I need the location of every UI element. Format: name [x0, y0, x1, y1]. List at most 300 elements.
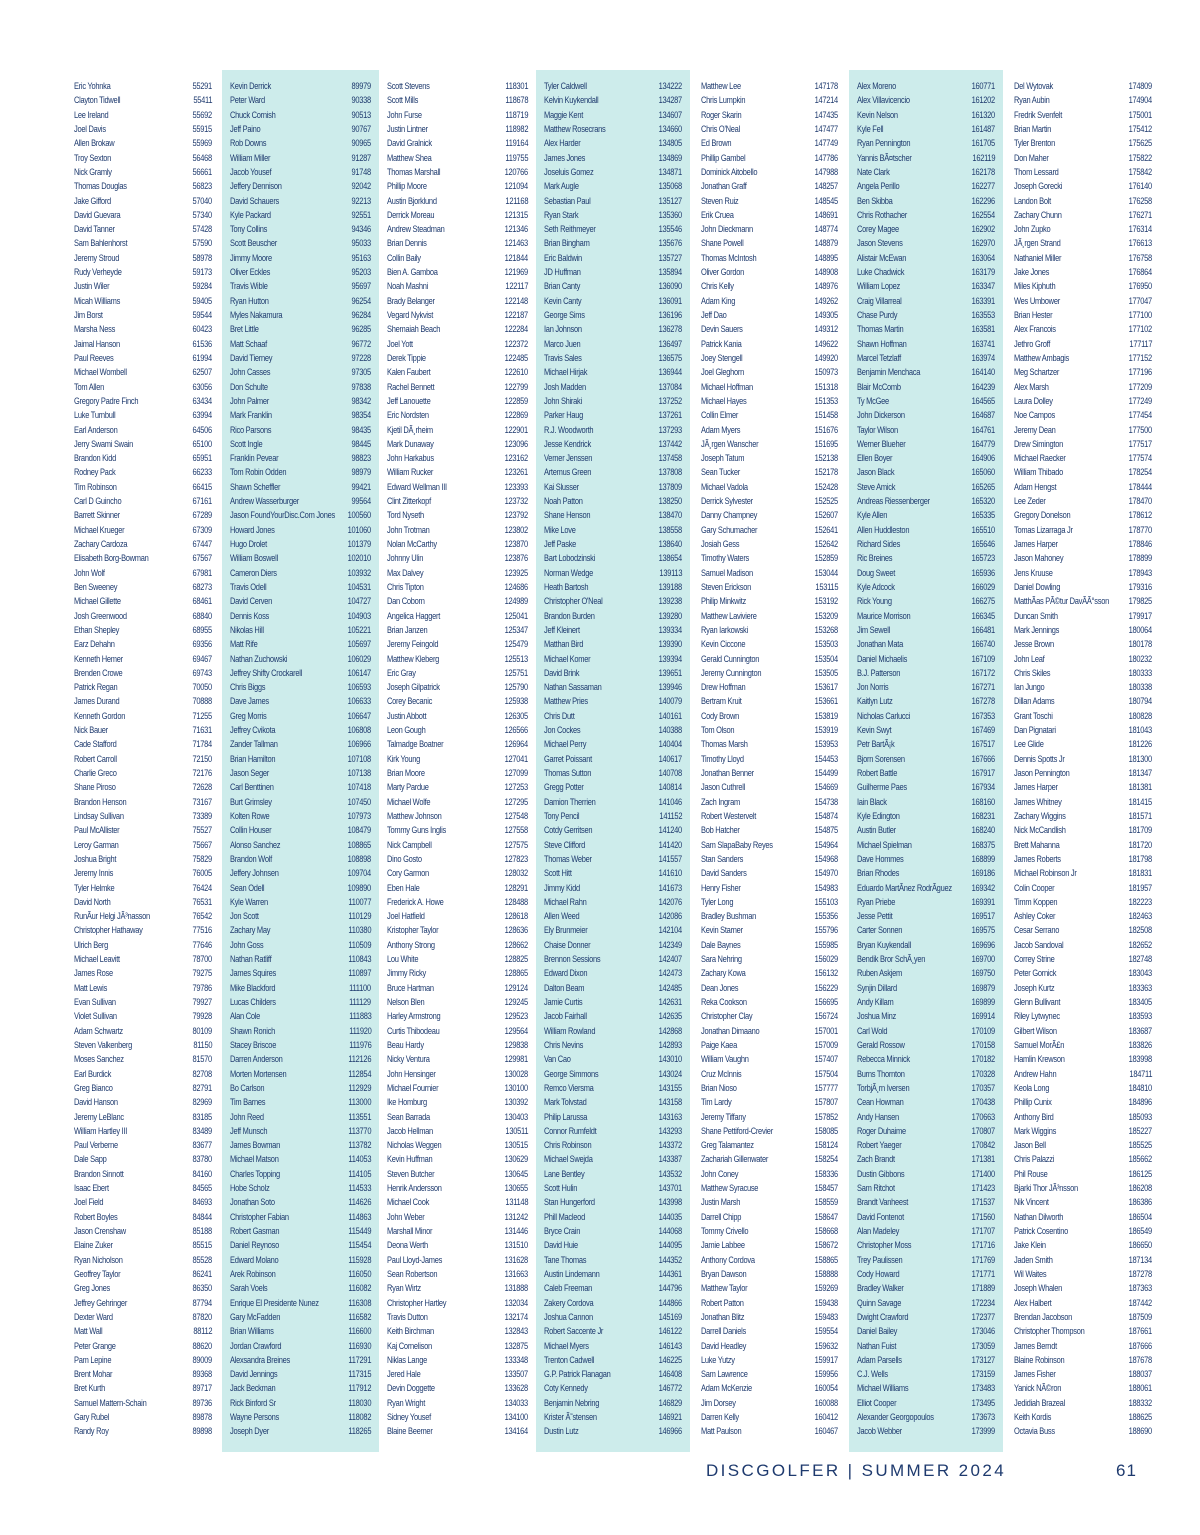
member-number: 134164 [504, 1426, 528, 1438]
member-name: Myles Nakamura [230, 310, 283, 321]
member-row [230, 180, 371, 194]
member-number: 153919 [814, 725, 838, 737]
member-name: Kyle Allen [857, 510, 888, 522]
member-number: 169750 [971, 968, 995, 980]
member-number: 129523 [504, 1011, 528, 1023]
member-name: Joseph Kurtz [1014, 982, 1055, 994]
member-name: Jason Seger [230, 768, 270, 779]
member-row [230, 882, 371, 896]
member-number: 137293 [658, 424, 682, 436]
member-number: 159483 [814, 1311, 838, 1323]
member-number: 69743 [192, 667, 212, 679]
member-row [74, 180, 212, 194]
member-row [544, 280, 682, 294]
member-number: 159438 [814, 1297, 838, 1309]
member-row [544, 710, 682, 724]
member-row [74, 381, 212, 395]
member-number: 118982 [505, 123, 528, 135]
member-name: Adam Myers [701, 424, 741, 436]
member-number: 96284 [351, 310, 371, 321]
member-number: 154669 [814, 782, 838, 794]
member-number: 175412 [1128, 123, 1152, 135]
member-name: Tommy Guns Inglis [387, 825, 446, 837]
member-name: Octavia Buss [1014, 1426, 1055, 1438]
member-row [701, 1411, 838, 1425]
member-row [74, 1068, 212, 1082]
member-number: 123876 [504, 553, 528, 565]
member-name: Steven Butcher [387, 1168, 435, 1180]
member-number: 66233 [192, 467, 212, 479]
member-number: 86241 [192, 1268, 212, 1280]
member-row [74, 1125, 212, 1139]
member-row [387, 80, 528, 94]
member-row [1014, 552, 1152, 566]
member-name: Timothy Waters [701, 553, 750, 565]
member-row [1014, 610, 1152, 624]
member-number: 113000 [348, 1097, 371, 1109]
member-name: Jonathan Graff [701, 181, 747, 193]
member-row [387, 237, 528, 251]
member-row [230, 638, 371, 652]
member-row [701, 295, 838, 309]
member-number: 153953 [814, 739, 838, 751]
member-row [1014, 495, 1152, 509]
member-number: 106633 [347, 696, 371, 708]
member-name: Cotdy Gerritsen [544, 825, 593, 837]
member-number: 129245 [504, 997, 528, 1008]
member-number: 153044 [814, 567, 838, 579]
member-name: Brian Janzen [387, 624, 428, 636]
member-number: 72628 [192, 782, 212, 794]
member-number: 162178 [971, 166, 995, 178]
member-name: Jaden Smith [1014, 1254, 1053, 1266]
member-number: 117315 [348, 1369, 371, 1381]
member-name: Matthew Syracuse [701, 1183, 759, 1195]
member-row [701, 695, 838, 709]
member-number: 92213 [351, 195, 371, 207]
member-row [857, 1111, 995, 1125]
member-row [387, 1182, 528, 1196]
member-row [74, 80, 212, 94]
member-number: 85515 [192, 1240, 212, 1252]
member-row [1014, 924, 1152, 938]
member-row [230, 839, 371, 853]
member-row [701, 1039, 838, 1053]
member-name: Craig Villarreal [857, 295, 902, 307]
member-number: 139113 [659, 567, 682, 579]
member-row [230, 824, 371, 838]
member-name: Clayton Tidwell [74, 95, 121, 107]
member-name: James Bowman [230, 1140, 280, 1152]
member-name: David Tanner [74, 224, 115, 236]
member-row [230, 1225, 371, 1239]
member-number: 158336 [814, 1168, 838, 1180]
member-row [1014, 710, 1152, 724]
member-number: 164761 [971, 424, 995, 436]
member-name: Anthony Strong [387, 939, 435, 951]
member-number: 142407 [658, 954, 682, 966]
member-row [544, 509, 682, 523]
member-row [701, 366, 838, 380]
member-row [544, 595, 682, 609]
member-number: 106808 [347, 725, 371, 737]
member-row [74, 939, 212, 953]
member-number: 158124 [814, 1140, 838, 1152]
member-row [701, 653, 838, 667]
member-name: Matthew Taylor [701, 1283, 748, 1295]
member-row [387, 610, 528, 624]
member-name: William Vaughn [701, 1054, 749, 1066]
member-name: Bret Little [230, 324, 259, 336]
member-name: William Thibado [1014, 467, 1064, 479]
member-number: 163974 [971, 352, 995, 364]
member-name: Matthew Ambagis [1014, 352, 1069, 364]
member-row [1014, 252, 1152, 266]
member-number: 110897 [348, 968, 371, 980]
member-number: 136575 [658, 352, 682, 364]
member-row [74, 1168, 212, 1182]
member-name: R.J. Woodworth [544, 424, 594, 436]
member-name: Stan Hungerford [544, 1197, 595, 1209]
member-number: 142635 [658, 1011, 682, 1023]
member-row [701, 137, 838, 151]
member-name: Daniel Reynoso [230, 1240, 280, 1252]
member-row [387, 338, 528, 352]
member-number: 57590 [192, 238, 212, 250]
member-number: 67309 [192, 524, 212, 536]
member-row [387, 252, 528, 266]
member-name: Michael Raecker [1014, 453, 1066, 465]
member-number: 101379 [347, 539, 371, 550]
member-number: 170807 [971, 1125, 995, 1137]
member-row [1014, 366, 1152, 380]
member-column-1 [66, 70, 220, 1452]
member-row [701, 924, 838, 938]
member-number: 159269 [814, 1283, 838, 1295]
member-name: Nelson Blen [387, 997, 425, 1008]
member-name: Mark Franklin [230, 410, 272, 422]
member-number: 180064 [1128, 624, 1152, 636]
member-number: 162970 [971, 238, 995, 250]
member-number: 158254 [814, 1154, 838, 1166]
member-number: 130028 [504, 1068, 528, 1080]
member-name: Luke Turnbull [74, 410, 116, 422]
member-name: Bertram Kruit [701, 696, 742, 708]
member-name: Jim Sewell [857, 624, 891, 636]
member-row [701, 252, 838, 266]
member-number: 180338 [1128, 682, 1152, 694]
member-number: 179316 [1128, 581, 1152, 593]
member-number: 122859 [504, 395, 528, 407]
member-name: Angelica Haggert [387, 610, 441, 622]
member-name: B.J. Patterson [857, 667, 901, 679]
member-name: Rob Downs [230, 138, 267, 150]
member-name: Jeff Dao [701, 310, 727, 321]
member-row [857, 567, 995, 581]
member-row [544, 409, 682, 423]
member-number: 149305 [814, 310, 838, 321]
member-row [230, 438, 371, 452]
member-number: 142086 [658, 911, 682, 923]
member-number: 97305 [351, 367, 371, 379]
member-name: Jens Kruuse [1014, 567, 1053, 579]
member-row [544, 1368, 682, 1382]
member-name: Lee Ireland [74, 109, 109, 121]
member-number: 134660 [658, 123, 682, 135]
member-number: 139390 [658, 639, 682, 651]
member-row [74, 1397, 212, 1411]
member-number: 152525 [814, 496, 838, 508]
member-row [544, 1010, 682, 1024]
member-number: 62507 [192, 367, 212, 379]
member-number: 151676 [814, 424, 838, 436]
member-row [1014, 237, 1152, 251]
member-name: C.J. Wells [857, 1369, 888, 1381]
member-number: 154970 [814, 868, 838, 880]
member-name: Lee Glide [1014, 739, 1044, 751]
member-number: 182223 [1128, 896, 1152, 908]
member-name: Zachary Wiggins [1014, 810, 1066, 822]
member-name: Zachary Chunn [1014, 209, 1062, 221]
member-number: 132034 [504, 1297, 528, 1309]
member-name: Scott Beuscher [230, 238, 277, 250]
member-name: David Headley [701, 1340, 747, 1352]
member-row [74, 524, 212, 538]
member-row [387, 381, 528, 395]
member-number: 90965 [351, 138, 371, 150]
member-row [857, 1168, 995, 1182]
member-number: 90338 [351, 95, 371, 107]
member-row [701, 638, 838, 652]
member-row [387, 1111, 528, 1125]
member-name: Edward Wellman III [387, 481, 447, 493]
member-name: Kevin Huffman [387, 1154, 433, 1166]
member-row [1014, 796, 1152, 810]
member-row [74, 1425, 212, 1439]
member-number: 128636 [504, 925, 528, 937]
member-row [230, 667, 371, 681]
member-name: Brandt Vanheest [857, 1197, 909, 1209]
member-name: Kenneth Gordon [74, 710, 126, 722]
member-row [74, 982, 212, 996]
member-name: Artemus Green [544, 467, 592, 479]
member-row [857, 710, 995, 724]
member-row [387, 595, 528, 609]
member-row [74, 1153, 212, 1167]
member-number: 186208 [1128, 1183, 1152, 1195]
member-number: 143532 [658, 1168, 682, 1180]
member-number: 171400 [971, 1168, 995, 1180]
member-row [230, 953, 371, 967]
member-row [544, 1168, 682, 1182]
member-name: Michael Hirjak [544, 367, 588, 379]
member-row [857, 1425, 995, 1439]
member-number: 186125 [1128, 1168, 1152, 1180]
member-row [74, 595, 212, 609]
member-row [230, 724, 371, 738]
member-number: 115454 [348, 1240, 371, 1252]
member-number: 149312 [814, 324, 838, 336]
member-number: 147988 [814, 166, 838, 178]
member-row [230, 1025, 371, 1039]
member-number: 140404 [658, 739, 682, 751]
member-number: 176758 [1128, 252, 1152, 264]
member-number: 169186 [971, 868, 995, 880]
member-row [74, 109, 212, 123]
member-number: 98342 [351, 395, 371, 407]
member-name: Michael Leavitt [74, 954, 120, 966]
member-number: 58978 [192, 252, 212, 264]
member-number: 59284 [192, 281, 212, 293]
member-row [387, 266, 528, 280]
member-row [544, 853, 682, 867]
member-number: 108479 [347, 825, 371, 837]
member-number: 141420 [658, 839, 682, 851]
member-name: Thomas McIntosh [701, 252, 757, 264]
member-row [230, 1340, 371, 1354]
member-number: 143024 [658, 1068, 682, 1080]
member-number: 176258 [1128, 195, 1152, 207]
member-row [230, 1211, 371, 1225]
member-number: 85528 [192, 1254, 212, 1266]
member-row [544, 94, 682, 108]
member-name: Jeremy Stroud [74, 252, 120, 264]
member-number: 165060 [971, 467, 995, 479]
member-name: Gregory Donelson [1014, 510, 1071, 522]
member-name: Justin Marsh [701, 1197, 741, 1209]
member-row [701, 280, 838, 294]
member-number: 118678 [505, 95, 528, 107]
member-number: 166345 [971, 610, 995, 622]
member-row [701, 996, 838, 1010]
member-row [387, 1425, 528, 1439]
member-number: 69467 [192, 653, 212, 665]
member-number: 89009 [192, 1354, 212, 1366]
member-name: David Hanson [74, 1097, 118, 1109]
member-row [544, 781, 682, 795]
member-row [857, 638, 995, 652]
member-number: 83780 [192, 1154, 212, 1166]
member-row [230, 867, 371, 881]
member-name: Jaimal Hanson [74, 338, 120, 350]
member-name: Sam Lawrence [701, 1369, 748, 1381]
member-name: Edward Molano [230, 1254, 279, 1266]
member-number: 147786 [814, 152, 838, 164]
member-name: Jonathan Dimaano [701, 1025, 760, 1037]
member-name: Sam Ritchot [857, 1183, 895, 1195]
member-name: Scott Stevens [387, 81, 430, 92]
member-number: 140079 [658, 696, 682, 708]
member-name: Jeff Kleinert [544, 624, 580, 636]
member-number: 160088 [814, 1397, 838, 1409]
member-name: Andreas Riessenberger [857, 496, 930, 508]
member-row [387, 166, 528, 180]
member-number: 121315 [504, 209, 528, 221]
member-row [544, 195, 682, 209]
member-number: 181709 [1128, 825, 1152, 837]
member-row [544, 1225, 682, 1239]
member-name: Blaine Robinson [1014, 1354, 1065, 1366]
member-name: Alex Marsh [1014, 381, 1049, 393]
member-name: Derrick Moreau [387, 209, 435, 221]
member-name: Gary Schumacher [701, 524, 758, 536]
member-row [857, 1068, 995, 1082]
member-number: 139651 [658, 667, 682, 679]
member-number: 135546 [658, 224, 682, 236]
member-row [857, 681, 995, 695]
member-name: Jonathan Blitz [701, 1311, 745, 1323]
member-row [544, 80, 682, 94]
member-row [544, 724, 682, 738]
member-row [857, 896, 995, 910]
member-row [74, 738, 212, 752]
member-number: 158647 [814, 1211, 838, 1223]
member-row [544, 882, 682, 896]
member-row [857, 1082, 995, 1096]
member-row [387, 681, 528, 695]
member-name: James Jones [544, 152, 586, 164]
member-name: Travis Sales [544, 352, 582, 364]
member-name: Vegard Nykvist [387, 310, 434, 321]
member-row [387, 1354, 528, 1368]
member-name: Oliver Eckles [230, 267, 271, 279]
member-number: 67567 [192, 553, 212, 565]
member-number: 178899 [1128, 553, 1152, 565]
member-row [544, 667, 682, 681]
member-row [387, 209, 528, 223]
member-row [74, 424, 212, 438]
member-number: 158457 [814, 1183, 838, 1195]
member-row [1014, 1411, 1152, 1425]
member-number: 137442 [658, 438, 682, 450]
member-name: Robert Westervelt [701, 810, 757, 822]
member-row [74, 152, 212, 166]
member-row [387, 524, 528, 538]
member-row [387, 109, 528, 123]
member-row [544, 295, 682, 309]
member-name: John Dieckmann [701, 224, 753, 236]
member-row [701, 223, 838, 237]
member-number: 186386 [1128, 1197, 1152, 1209]
member-row [387, 466, 528, 480]
member-number: 154453 [814, 753, 838, 765]
member-name: Riley Lytwynec [1014, 1011, 1060, 1023]
member-number: 173673 [971, 1412, 995, 1424]
member-name: Matt Wall [74, 1326, 103, 1338]
member-name: Brandon Sinnott [74, 1168, 124, 1180]
member-row [387, 1068, 528, 1082]
member-name: Cade Stafford [74, 739, 117, 751]
member-row [701, 509, 838, 523]
member-name: Lane Bentley [544, 1168, 585, 1180]
member-name: Ryan Priebe [857, 896, 896, 908]
member-name: Collin Baily [387, 252, 421, 264]
member-name: Tomas Lizarraga Jr [1014, 524, 1073, 536]
member-number: 162902 [971, 224, 995, 236]
member-number: 166275 [971, 596, 995, 608]
member-name: Michael Komer [544, 653, 591, 665]
member-name: James Whitney [1014, 796, 1062, 808]
member-name: Gary Rubel [74, 1412, 110, 1424]
member-number: 144866 [658, 1297, 682, 1309]
member-row [857, 996, 995, 1010]
member-row [230, 996, 371, 1010]
member-name: Dale Baynes [701, 939, 741, 951]
member-name: Chris Lumpkin [701, 95, 746, 107]
member-number: 157852 [814, 1111, 838, 1123]
member-row [701, 1082, 838, 1096]
member-name: Paul Verberne [74, 1140, 118, 1152]
